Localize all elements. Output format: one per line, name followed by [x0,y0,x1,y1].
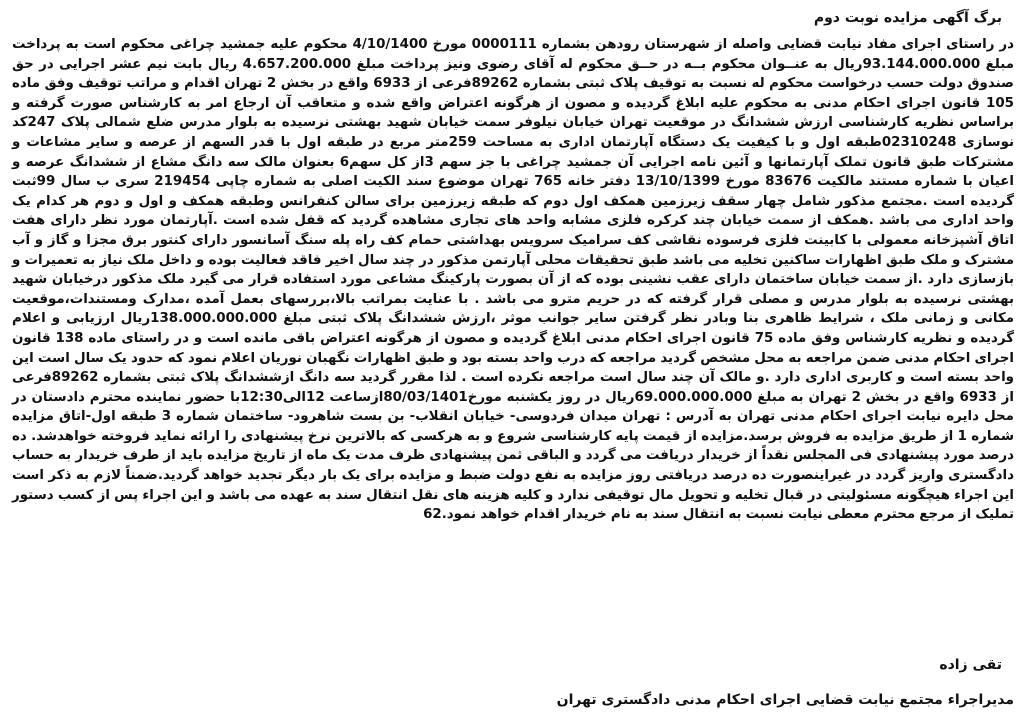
signature-line: مدیراجراء مجتمع نیابت قضایی اجرای احکام مدنی دادگستری تهران [556,692,1014,708]
notice-body: در راستای اجرای مفاد نیابت قضایی واصله از شهرستان رودهن بشماره 0000111 مورخ 4/10/1400 محکوم علیه جمشید چراغی محکوم است به پرداخت مبلغ 93.144.000.000ریال به عنــوان محکوم بــه در حــق محکوم له آقای رضوی ونیز پرداخت مبلغ 4.657.200.000 ریال بابت نیم عشر اجرایی در حق صندوق دولت حسب درخواست محکوم له نسبت به توقیف پلاک ثبتی بشماره 89262فرعی از 6933 واقع در بخش 2 تهران اقدام و مراتب توقیف وفق ماده 105 قانون اجرای احکام مدنی به محکوم علیه ابلاغ گردیده و مصون از هرگونه اعتراض واقع شده و متعاقب آن ارجاع امر به کارشناس صورت گرفته و براساس نظریه کارشناسی ارزش ششدانگ در موقعیت تهران خیابان نیلوفر سمت خیابان شهید بهشتی نرسیده به بلوار مدرس ضلع شمالی پلاک 247کد نوسازی 02310248طبقه اول و با کیفیت یک دستگاه آپارتمان اداری به مساحت 259متر مربع در طبقه اول با قدر السهم از عرصه و سایر مشاعات و مشترکات طبق قانون تملک آپارتمانها و آئین نامه اجرایی آن جمشید چراغی با جز سهم 3از کل سهم6 بعنوان مالک سه دانگ مشاع از ششدانگ عرصه و اعیان با شماره مستند مالکیت 83676 مورخ 13/10/1399 دفتر خانه 765 تهران موضوع سند الکیت اصلی به شماره چاپی 219454 سری ب سال 99ثبت گردیده است .مجتمع مذکور شامل چهار سقف زیرزمین همکف اول دوم که طبقه زیرزمین برای سالن کنفرانس وطبقه همکف و اول و دوم هر کدام یک واحد اداری می باشد .همکف از سمت خیابان چند کرکره فلزی مشابه واحد های تجاری مشاهده گردید که قفل شده است .آپارتمان مورد نظر دارای هفت اتاق آشپزخانه معمولی با کابینت فلزی فرسوده نقاشی کف سرامیک سرویس بهداشتی حمام کف راه پله سنگ آسانسور دارای کنتور برق مجزا و گاز و آب مشترک و ملک طبق اظهارات ساکنین تخلیه می باشد طبق تحقیقات محلی آپارتمن مذکور در چند سال اخیر فاقد فعالیت بوده و داخل ملک نیاز به تعمیرات و بازسازی دارد .از سمت خیابان ساختمان دارای عقب نشینی بوده که از آن بصورت پارکینگ مشاعی مورد استفاده قرار می گیرد ملک مذکور درخیابان شهید بهشتی نرسیده به بلوار مدرس و مصلی قرار گرفته که در حریم مترو می باشد . با عنایت بمراتب بالا،بررسهای بعمل آمده ،مدارک ومستندات،موقعیت مکانی و زمانی ملک ، شرایط ظاهری بنا وبادر نظر گرفتن سایر جوانب موثر ،ارزش ششدانگ پلاک ثبتی مبلغ 138.000.000.000ریال ارزیابی و اعلام گردیده و نظریه کارشناس وفق ماده 75 قانون اجرای احکام مدنی ابلاغ گردیده و مصون از هرگونه اعتراض باقی مانده است و در راستای ماده 138 قانون اجرای احکام مدنی ضمن مراجعه به محل مشخص گردید مراجعه که درب واحد بسته بود و طبق اظهارات نگهبان نوریان اعلام نمود که حدود یک سال است این واحد بسته است و کاربری اداری دارد .و مالک آن چند سال است مراجعه نکرده است . لذا مقرر گردید سه دانگ ازششدانگ پلاک ثبتی بشماره 89262فرعی از 6933 واقع در بخش 2 تهران به مبلغ 69.000.000.000ریال در روز یکشنبه مورخ80/03/1401ازساعت 12الی12:30با حضور نماینده محترم دادستان در محل دایره نیابت اجرای احکام مدنی تهران به آدرس : تهران میدان فردوسی- خیابان انقلاب- بن بست شاهرود- ساختمان شماره 3 طبقه اول-اتاق مزایده شماره 1 از طریق مزایده به فروش برسد.مزایده از قیمت پایه کارشناسی شروع و به هرکسی که بالاترین نرخ پیشنهادی را ارائه نماید فروخته خواهدشد. ده درصد مورد پیشنهادی فی المجلس نقداً از خریدار دریافت می گردد و الباقی ثمن پیشنهادی ظرف مدت یک ماه از تاریخ مزایده باید از طرف خریدار به حساب دادگستری واریز گردد در غیراینصورت ده درصد دریافتی روز مزایده به نفع دولت ضبط و مزایده برای یک بار دیگر تجدید خواهد گردید.ضمناً لازم به ذکر است این اجراء هیچگونه مسئولیتی در قبال تخلیه و تحویل مال توقیفی ندارد و کلیه هزینه های نقل انتقال سند به عهده می باشد و این اجراء پس از کسب دستور تملیک از مرجع محترم معطی نیابت نسبت به انتقال سند به نام خریدار اقدام خواهد نمود.62 [12,37,1015,523]
notice-title: برگ آگهی مزایده نوبت دوم [813,10,1002,26]
author-name: تقی زاده [939,657,1002,673]
